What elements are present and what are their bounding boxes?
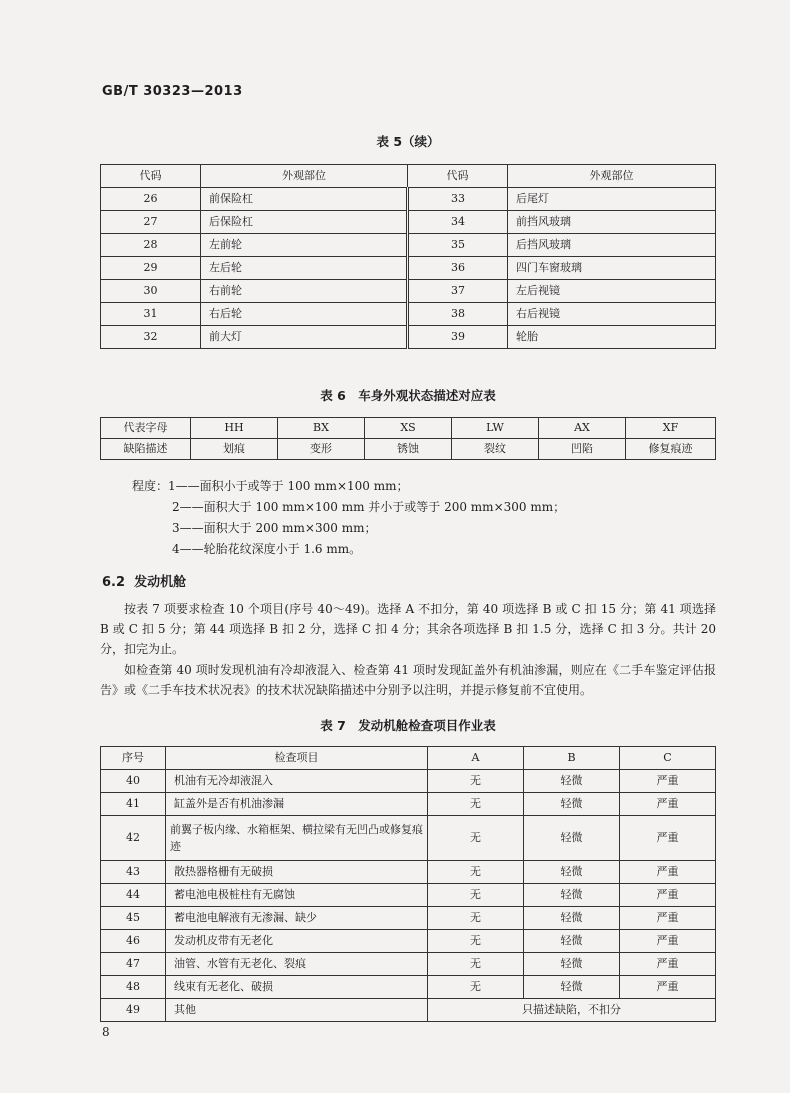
table7-cell-no: 45 xyxy=(101,907,166,930)
table7-cell-c: 严重 xyxy=(620,884,716,907)
section-heading xyxy=(102,571,186,590)
table5-header-code: 代码 xyxy=(101,165,201,188)
table5-cell-part: 后尾灯 xyxy=(508,188,716,211)
table7 xyxy=(100,746,716,1022)
table7-row xyxy=(101,976,716,999)
table5-cell-part: 右前轮 xyxy=(201,280,408,303)
table7-cell-c: 严重 xyxy=(620,793,716,816)
table7-cell-note: 只描述缺陷，不扣分 xyxy=(428,999,716,1022)
table6-cell: 划痕 xyxy=(191,439,278,460)
table6-row-label: 代表字母 xyxy=(101,418,191,439)
table5-cell-part: 前挡风玻璃 xyxy=(508,211,716,234)
table7-cell-b: 轻微 xyxy=(524,953,620,976)
table6-caption: 表 6 车身外观状态描述对应表 xyxy=(320,388,496,403)
table6-cell: HH xyxy=(191,418,278,439)
table7-cell-c: 严重 xyxy=(620,930,716,953)
table7-cell-no: 43 xyxy=(101,861,166,884)
table7-cell-a: 无 xyxy=(428,816,524,861)
degree-note-item: 3——面积大于 200 mm×300 mm； xyxy=(172,521,377,535)
table5-row xyxy=(101,257,716,280)
degree-note-item xyxy=(132,476,565,497)
table7-cell-a: 无 xyxy=(428,930,524,953)
table5-cell-code: 33 xyxy=(408,188,508,211)
table5-cell-part: 前保险杠 xyxy=(201,188,408,211)
table5-cell-code: 29 xyxy=(101,257,201,280)
table7-cell-a: 无 xyxy=(428,770,524,793)
table7-cell-item: 前翼子板内缘、水箱框架、横拉梁有无凹凸或修复痕迹 xyxy=(166,816,428,861)
table7-cell-no: 41 xyxy=(101,793,166,816)
table5-header-code: 代码 xyxy=(408,165,508,188)
table7-cell-b: 轻微 xyxy=(524,793,620,816)
table7-cell-a: 无 xyxy=(428,793,524,816)
table7-cell-c: 严重 xyxy=(620,861,716,884)
degree-note-item: 2——面积大于 100 mm×100 mm 并小于或等于 200 mm×300 mm； xyxy=(172,500,566,514)
table5-row xyxy=(101,234,716,257)
table7-cell-b: 轻微 xyxy=(524,770,620,793)
table7-row xyxy=(101,884,716,907)
table7-cell-c: 严重 xyxy=(620,953,716,976)
table5-header-row xyxy=(101,165,716,188)
table7-cell-b: 轻微 xyxy=(524,930,620,953)
table7-header-b: B xyxy=(524,747,620,770)
table7-row xyxy=(101,770,716,793)
table5-cell-code: 31 xyxy=(101,303,201,326)
standard-code: GB/T 30323—2013 xyxy=(102,84,243,99)
table6 xyxy=(100,417,716,460)
table5-cell-code: 28 xyxy=(101,234,201,257)
table7-row xyxy=(101,953,716,976)
table7-row xyxy=(101,816,716,861)
page-number: 8 xyxy=(102,1025,110,1039)
table7-cell-no: 49 xyxy=(101,999,166,1022)
table5-row xyxy=(101,211,716,234)
table5-cell-code: 35 xyxy=(408,234,508,257)
table5-cell-code: 30 xyxy=(101,280,201,303)
section-number: 6.2 xyxy=(102,575,126,590)
table7-cell-a: 无 xyxy=(428,861,524,884)
table5-cell-code: 34 xyxy=(408,211,508,234)
table7-cell-no: 48 xyxy=(101,976,166,999)
table7-cell-item: 蓄电池电极桩柱有无腐蚀 xyxy=(166,884,428,907)
table5-cell-part: 右后轮 xyxy=(201,303,408,326)
table7-cell-item: 发动机皮带有无老化 xyxy=(166,930,428,953)
table5-row xyxy=(101,303,716,326)
paragraph-2: 如检查第 40 项时发现机油有冷却液混入、检查第 41 项时发现缸盖外有机油渗漏，则应在《二手车鉴定评估报告》或《二手车技术状况表》的技术状况缺陷描述中分别予以注明，并提示修复前不宜使用。 xyxy=(100,663,716,697)
degree-text: 1——面积小于或等于 100 mm×100 mm； xyxy=(168,479,409,493)
table5-row xyxy=(101,280,716,303)
table7-row xyxy=(101,999,716,1022)
table6-cell: BX xyxy=(278,418,365,439)
table7-cell-item: 其他 xyxy=(166,999,428,1022)
table7-cell-c: 严重 xyxy=(620,976,716,999)
table5-cell-part: 左后轮 xyxy=(201,257,408,280)
table6-row-label: 缺陷描述 xyxy=(101,439,191,460)
table5-cell-code: 32 xyxy=(101,326,201,349)
table5-cell-part: 前大灯 xyxy=(201,326,408,349)
table6-cell: LW xyxy=(452,418,539,439)
table7-header-c: C xyxy=(620,747,716,770)
table7-cell-b: 轻微 xyxy=(524,976,620,999)
table5-cell-part: 后保险杠 xyxy=(201,211,408,234)
table7-cell-item: 蓄电池电解液有无渗漏、缺少 xyxy=(166,907,428,930)
table7-cell-c: 严重 xyxy=(620,907,716,930)
table5-cell-part: 左后视镜 xyxy=(508,280,716,303)
degree-notes xyxy=(132,476,565,560)
table6-cell: 凹陷 xyxy=(539,439,626,460)
table6-cell: XS xyxy=(365,418,452,439)
table7-cell-c: 严重 xyxy=(620,770,716,793)
table6-cell: 变形 xyxy=(278,439,365,460)
table7-cell-a: 无 xyxy=(428,907,524,930)
table5-header-part: 外观部位 xyxy=(201,165,408,188)
table6-cell: 锈蚀 xyxy=(365,439,452,460)
paragraph-1: 按表 7 项要求检查 10 个项目(序号 40～49)。选择 A 不扣分，第 40 项选择 B 或 C 扣 15 分；第 41 项选择 B 或 C 扣 5 分；第 44 项选择 B 扣 2 分，选择 C 扣 4 分；其余各项选择 B 扣 1.5 分，选择 C 扣 3 分。共计 20 分，扣完为止。 xyxy=(100,602,716,656)
table5 xyxy=(100,164,716,349)
table7-header-item: 检查项目 xyxy=(166,747,428,770)
table5-header-part: 外观部位 xyxy=(508,165,716,188)
table5-row xyxy=(101,326,716,349)
table6-cell: 裂纹 xyxy=(452,439,539,460)
table6-cell: AX xyxy=(539,418,626,439)
table6-row-defects xyxy=(101,439,716,460)
table6-cell: XF xyxy=(626,418,716,439)
table7-row xyxy=(101,861,716,884)
table7-row xyxy=(101,930,716,953)
table7-cell-b: 轻微 xyxy=(524,884,620,907)
table5-cell-code: 39 xyxy=(408,326,508,349)
table7-cell-no: 44 xyxy=(101,884,166,907)
table7-cell-no: 47 xyxy=(101,953,166,976)
table7-cell-item: 散热器格栅有无破损 xyxy=(166,861,428,884)
section-title: 发动机舱 xyxy=(134,575,187,590)
table7-row xyxy=(101,907,716,930)
table5-cell-part: 后挡风玻璃 xyxy=(508,234,716,257)
table7-cell-b: 轻微 xyxy=(524,907,620,930)
table7-cell-no: 42 xyxy=(101,816,166,861)
table7-cell-b: 轻微 xyxy=(524,861,620,884)
table7-cell-item: 油管、水管有无老化、裂痕 xyxy=(166,953,428,976)
table6-cell: 修复痕迹 xyxy=(626,439,716,460)
table6-row-letters xyxy=(101,418,716,439)
table7-header-a: A xyxy=(428,747,524,770)
table7-row xyxy=(101,793,716,816)
table7-cell-item: 缸盖外是否有机油渗漏 xyxy=(166,793,428,816)
table5-caption: 表 5（续） xyxy=(376,134,440,149)
table5-cell-part: 右后视镜 xyxy=(508,303,716,326)
table5-cell-part: 轮胎 xyxy=(508,326,716,349)
table5-cell-code: 36 xyxy=(408,257,508,280)
degree-note-item: 4——轮胎花纹深度小于 1.6 mm。 xyxy=(172,542,362,556)
table5-cell-code: 27 xyxy=(101,211,201,234)
table5-cell-part: 四门车窗玻璃 xyxy=(508,257,716,280)
table7-header-row xyxy=(101,747,716,770)
table5-cell-code: 38 xyxy=(408,303,508,326)
table7-header-no: 序号 xyxy=(101,747,166,770)
table7-cell-no: 40 xyxy=(101,770,166,793)
table7-cell-a: 无 xyxy=(428,884,524,907)
table5-row xyxy=(101,188,716,211)
table7-cell-item: 线束有无老化、破损 xyxy=(166,976,428,999)
table7-cell-no: 46 xyxy=(101,930,166,953)
degree-label: 程度： xyxy=(132,479,169,493)
table7-cell-b: 轻微 xyxy=(524,816,620,861)
table5-cell-code: 37 xyxy=(408,280,508,303)
table7-cell-a: 无 xyxy=(428,976,524,999)
table5-cell-code: 26 xyxy=(101,188,201,211)
table7-caption: 表 7 发动机舱检查项目作业表 xyxy=(320,718,496,733)
table7-cell-a: 无 xyxy=(428,953,524,976)
table7-cell-c: 严重 xyxy=(620,816,716,861)
table5-cell-part: 左前轮 xyxy=(201,234,408,257)
table7-cell-item: 机油有无冷却液混入 xyxy=(166,770,428,793)
